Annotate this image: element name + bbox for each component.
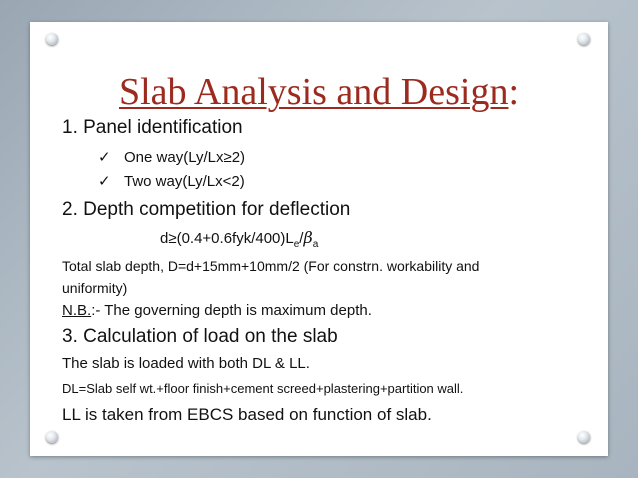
load-line3: LL is taken from EBCS based on function of slab. bbox=[62, 405, 432, 424]
pushpin-icon-top-left bbox=[46, 33, 58, 45]
formula-beta: β bbox=[303, 228, 313, 247]
pushpin-icon-top-right bbox=[578, 33, 590, 45]
pushpin-icon-bottom-left bbox=[46, 431, 58, 443]
checkmark-icon: ✓ bbox=[98, 149, 111, 166]
list-item-two-way bbox=[98, 172, 245, 190]
slide-title bbox=[0, 70, 638, 114]
list-item-one-way bbox=[98, 148, 245, 166]
pushpin-icon-bottom-right bbox=[578, 431, 590, 443]
list-item-text: Two way(Ly/Lx<2) bbox=[124, 173, 245, 190]
load-line1: The slab is loaded with both DL & LL. bbox=[62, 355, 310, 372]
total-depth-line1: Total slab depth, D=d+15mm+10mm/2 (For constrn. workability and bbox=[62, 258, 480, 274]
slide-title-colon: : bbox=[508, 71, 520, 113]
checkmark-icon: ✓ bbox=[98, 173, 111, 190]
section3-heading: 3. Calculation of load on the slab bbox=[62, 326, 338, 347]
formula-main: d≥(0.4+0.6fyk/400)L bbox=[160, 230, 294, 247]
load-line2: DL=Slab self wt.+floor finish+cement screed+plastering+partition wall. bbox=[62, 381, 464, 396]
nb-label: N.B. bbox=[62, 302, 92, 319]
list-item-text: One way(Ly/Lx≥2) bbox=[124, 149, 246, 166]
formula-sub-e: e bbox=[293, 239, 300, 250]
nb-note bbox=[62, 302, 372, 319]
section1-heading: 1. Panel identification bbox=[62, 117, 243, 138]
slide-title-text: Slab Analysis and Design bbox=[118, 71, 509, 113]
depth-formula bbox=[160, 228, 318, 250]
total-depth-line2: uniformity) bbox=[62, 280, 128, 296]
nb-text: :- The governing depth is maximum depth. bbox=[91, 302, 372, 319]
formula-slash: / bbox=[299, 230, 304, 247]
formula-sub-a: a bbox=[312, 239, 319, 250]
section2-heading: 2. Depth competition for deflection bbox=[62, 199, 351, 220]
